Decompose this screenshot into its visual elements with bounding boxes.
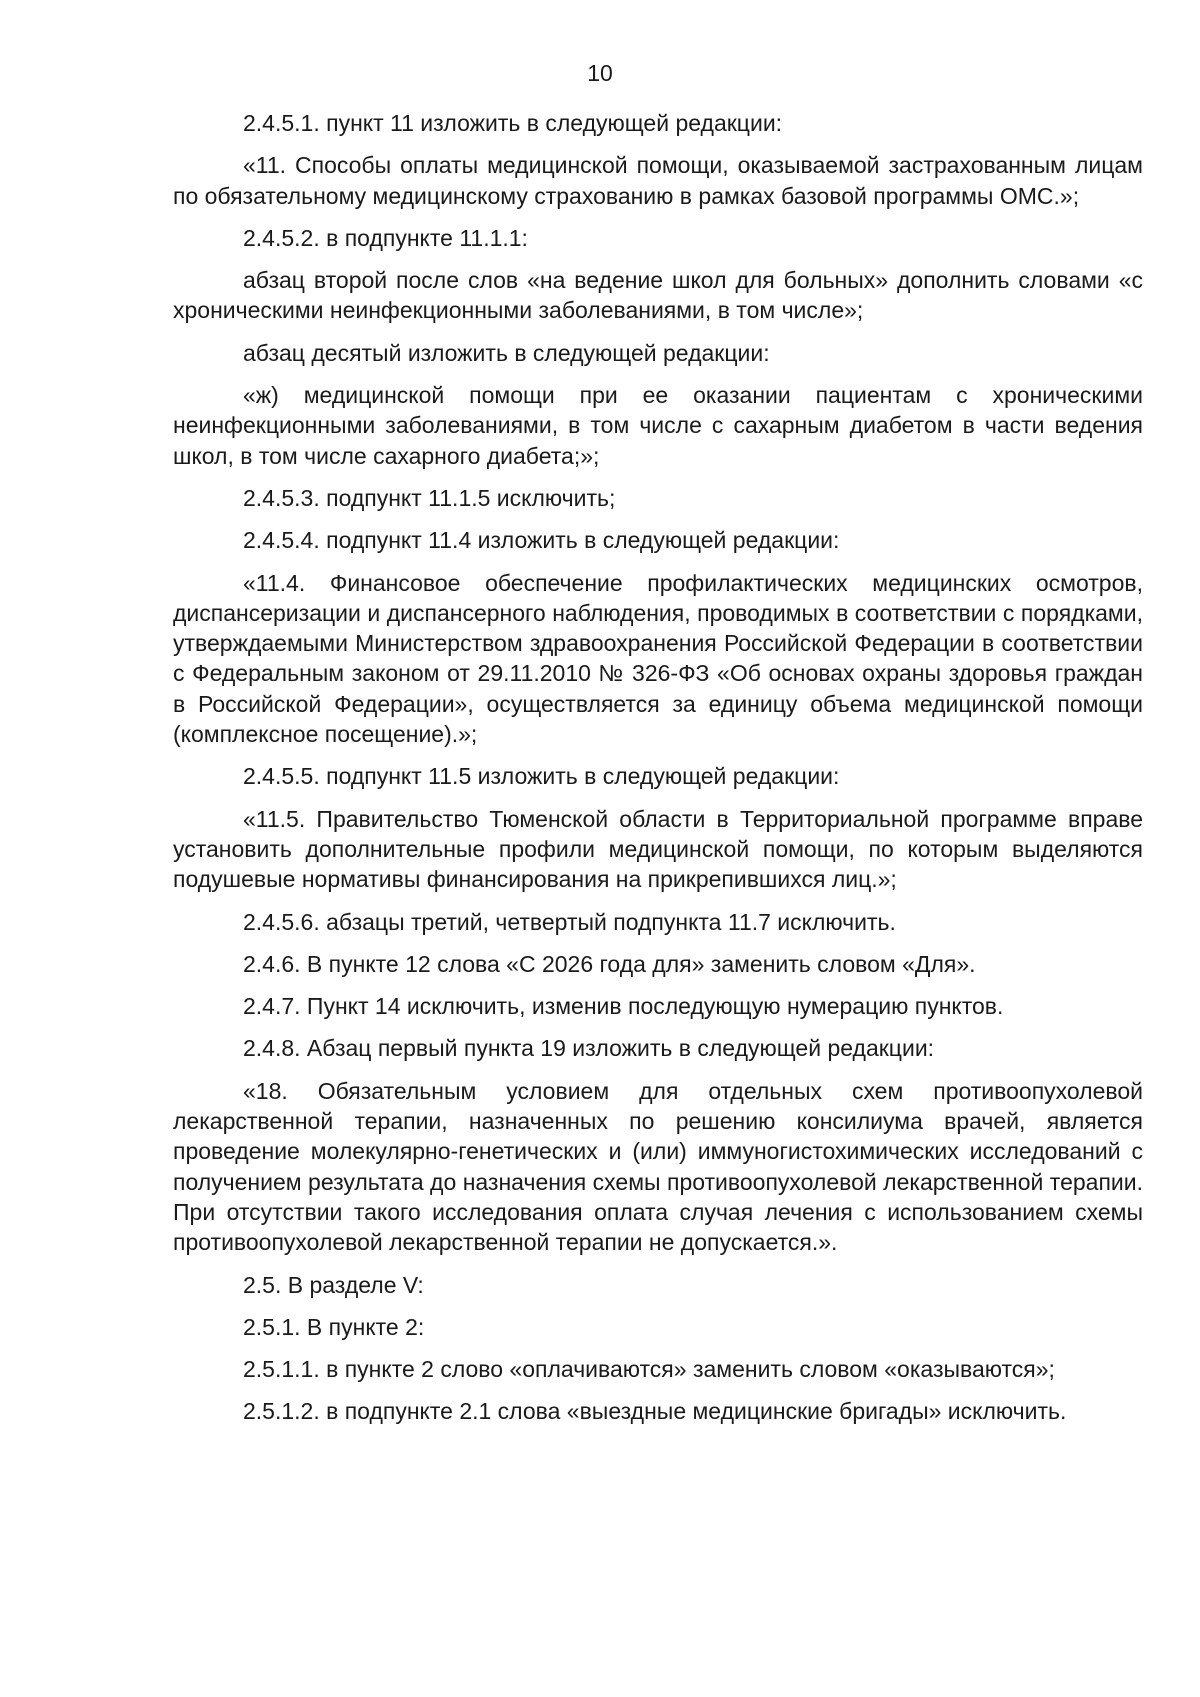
paragraph-2-4-8: 2.4.8. Абзац первый пункта 19 изложить в следующей редакции: [243, 1035, 935, 1062]
paragraph-quote-18: «18. Обязательным условием для отдельных схем противоопухолевой лекарственной терапии, назначенных по решению консилиума врачей, является проведение молекулярно-генетических и (или) иммуногистохимических исследований с получением результата до назначения схемы противоопухолевой лекарственной терапии. При отсутствии такого исследования оплата случая лечения с использованием схемы противоопухолевой лекарственной терапии не допускается.». [173, 1077, 1143, 1256]
paragraph-2-4-7: 2.4.7. Пункт 14 исключить, изменив последующую нумерацию пунктов. [243, 993, 1004, 1020]
paragraph-2-5-1: 2.5.1. В пункте 2: [243, 1313, 425, 1340]
paragraph-quote-11-5: «11.5. Правительство Тюменской области в Территориальной программе вправе установить дополнительные профили медицинской помощи, по которым выделяются подушевые нормативы финансирования на прикрепившихся лиц.»; [173, 805, 1143, 893]
paragraph-2-4-6: 2.4.6. В пункте 12 слова «С 2026 года для» заменить словом «Для». [243, 950, 976, 977]
paragraph-2-4-5-2: 2.4.5.2. в подпункте 11.1.1: [243, 224, 528, 251]
paragraph-quote-11: «11. Способы оплаты медицинской помощи, оказываемой застрахованным лицам по обязательному медицинскому страхованию в рамках базовой программы ОМС.»; [173, 152, 1143, 209]
paragraph-quote-11-4: «11.4. Финансовое обеспечение профилактических медицинских осмотров, диспансеризации и диспансерного наблюдения, проводимых в соответствии с порядками, утверждаемыми Министерством здравоохранения Российской Федерации в соответствии с Федеральным законом от 29.11.2010 № 326-ФЗ «Об основах охраны здоровья граждан в Российской Федерации», осуществляется за единицу объема медицинской помощи (комплексное посещение).»; [173, 569, 1143, 748]
paragraph-second-abzac: абзац второй после слов «на ведение школ для больных» дополнить словами «с хроническими неинфекционными заболеваниями, в том числе»; [173, 267, 1143, 324]
paragraph-2-4-5-3: 2.4.5.3. подпункт 11.1.5 исключить; [243, 484, 616, 511]
paragraph-quote-zh: «ж) медицинской помощи при ее оказании пациентам с хроническими неинфекционными заболеваниями, в том числе с сахарным диабетом в части ведения школ, в том числе сахарного диабета;»; [173, 382, 1143, 469]
paragraph-2-4-5-1: 2.4.5.1. пункт 11 изложить в следующей редакции: [243, 110, 783, 136]
document-body [173, 108, 1143, 1439]
paragraph-2-5-1-2: 2.5.1.2. в подпункте 2.1 слова «выездные медицинские бригады» исключить. [243, 1398, 1067, 1425]
paragraph-2-4-5-6: 2.4.5.6. абзацы третий, четвертый подпункта 11.7 исключить. [243, 908, 896, 935]
paragraph-2-5: 2.5. В разделе V: [243, 1271, 424, 1298]
paragraph-2-5-1-1: 2.5.1.1. в пункте 2 слово «оплачиваются» заменить словом «оказываются»; [243, 1356, 1055, 1383]
paragraph-2-4-5-5: 2.4.5.5. подпункт 11.5 изложить в следующей редакции: [243, 763, 840, 790]
paragraph-2-4-5-4: 2.4.5.4. подпункт 11.4 изложить в следующей редакции: [243, 527, 840, 554]
page-number: 10 [587, 60, 613, 86]
paragraph-tenth-abzac: абзац десятый изложить в следующей редакции: [243, 339, 770, 366]
